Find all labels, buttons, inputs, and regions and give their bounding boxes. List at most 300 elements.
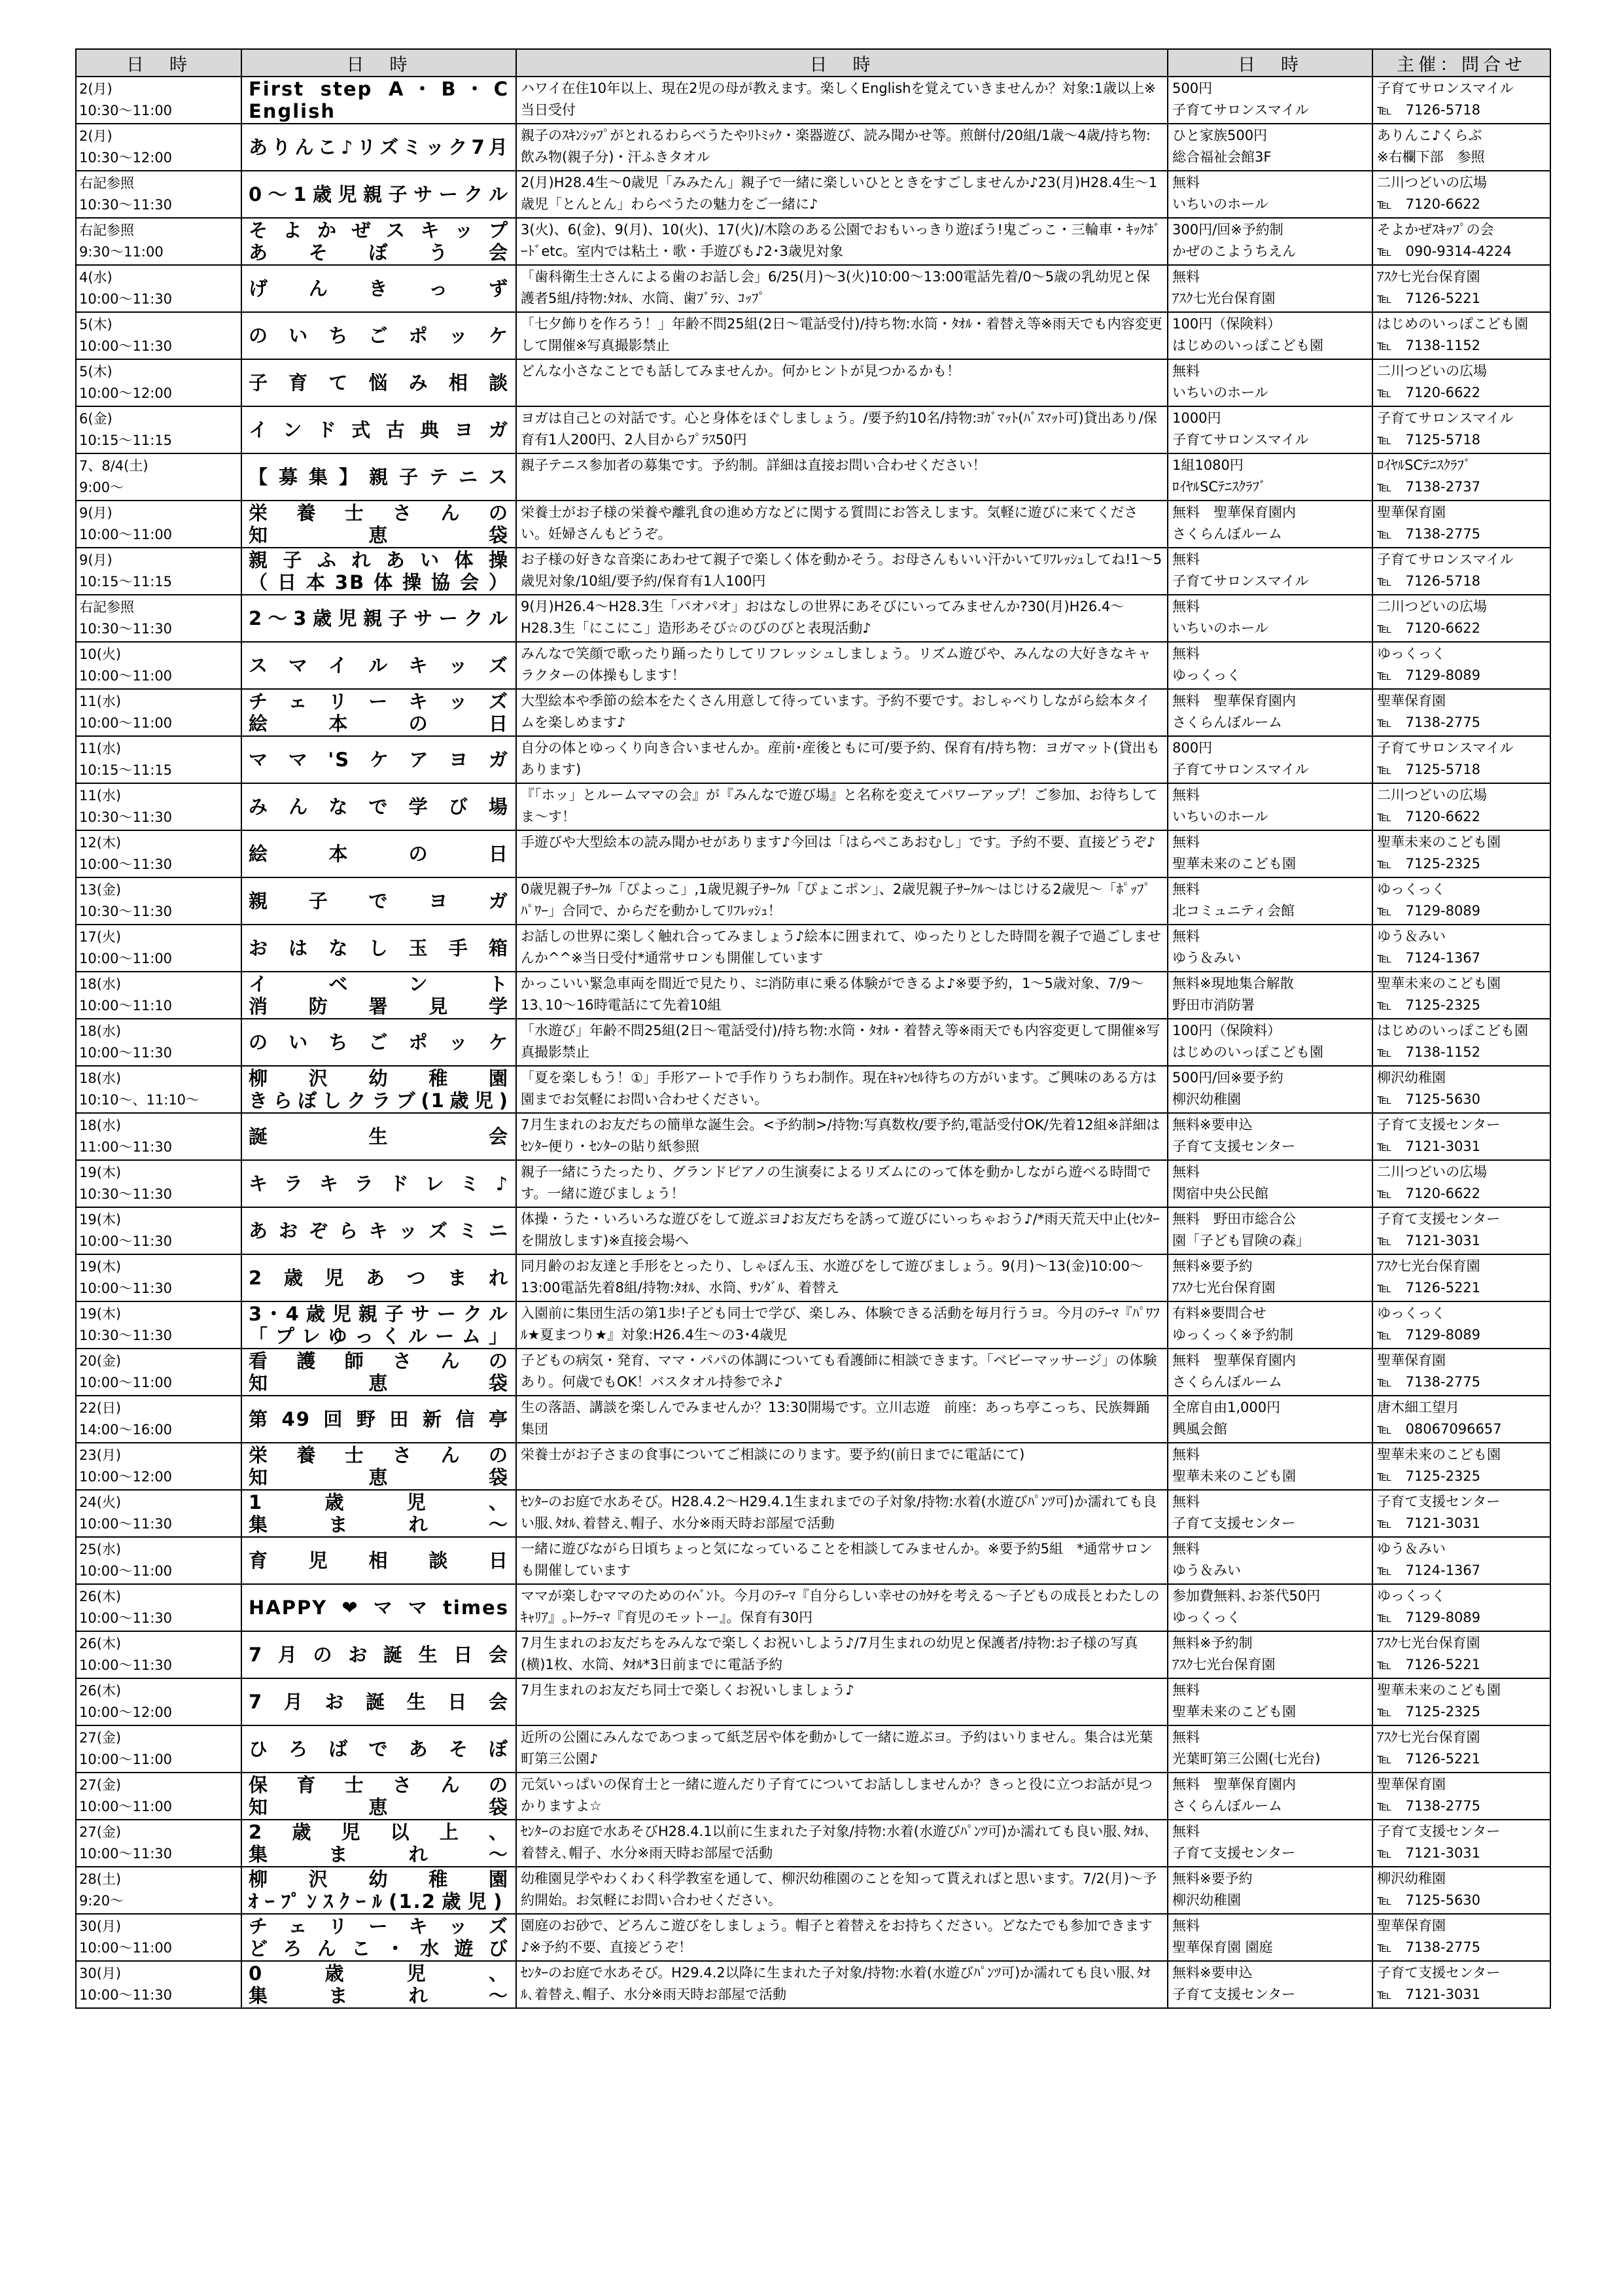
- organizer-cell: [1372, 1019, 1550, 1066]
- organizer-phone: ℡ 7138-2775: [1377, 526, 1481, 542]
- organizer-phone: ℡ 7120-6622: [1377, 809, 1481, 824]
- event-time: 10:00～11:00: [79, 1799, 173, 1814]
- event-title: 1歳児、: [249, 1491, 509, 1513]
- event-title: 7月お誕生日会: [249, 1691, 509, 1713]
- event-description: ｾﾝﾀｰのお庭で水あそび。H28.4.2～H29.4.1生まれまでの子対象/持物:水着(水遊びﾊﾟﾝﾂ可)か濡れても良い服､ﾀｵﾙ､着替え､帽子、水分※雨天時お部屋で活動: [516, 1490, 1168, 1537]
- event-venue: いちいのホール: [1172, 620, 1268, 636]
- column-header-organizer: 主催：問合せ: [1372, 49, 1550, 77]
- event-fee: 無料※要申込: [1172, 1117, 1253, 1133]
- date-cell: [76, 830, 241, 877]
- event-fee: 100円（保険料）: [1172, 1023, 1282, 1038]
- event-title: 柳沢幼稚園: [249, 1067, 509, 1089]
- fee-venue-cell: [1168, 1820, 1372, 1867]
- event-venue: はじめのいっぽこども園: [1172, 338, 1323, 353]
- table-row: [76, 218, 1550, 265]
- date-cell: [76, 1773, 241, 1820]
- event-date: 19(木): [79, 1212, 122, 1227]
- table-row: [76, 1631, 1550, 1678]
- event-fee: 無料※要申込: [1172, 1965, 1253, 1981]
- organizer-cell: [1372, 925, 1550, 972]
- event-venue: 園「子ども冒険の森」: [1172, 1233, 1310, 1248]
- organizer-cell: [1372, 171, 1550, 218]
- organizer-phone: ℡ 7125-5718: [1377, 432, 1481, 448]
- organizer-name: 唐木細工望月: [1377, 1400, 1459, 1415]
- date-cell: [76, 1537, 241, 1584]
- date-cell: [76, 218, 241, 265]
- event-subtitle: 消防署見学: [249, 995, 509, 1017]
- organizer-name: 子育て支援センター: [1377, 1824, 1501, 1839]
- event-fee: 無料: [1172, 599, 1200, 614]
- fee-venue-cell: [1168, 548, 1372, 595]
- event-fee: 無料: [1172, 928, 1200, 944]
- fee-venue-cell: [1168, 1443, 1372, 1490]
- date-cell: [76, 642, 241, 689]
- fee-venue-cell: [1168, 595, 1372, 642]
- fee-venue-cell: [1168, 1584, 1372, 1631]
- event-description: 同月齢のお友達と手形をとったり、しゃぼん玉、水遊びをして遊びましょう。9(月)～13(金)10:00～13:00電話先着8組/持物:ﾀｵﾙ、水筒、ｻﾝﾀﾞﾙ、着替え: [516, 1254, 1168, 1301]
- event-title: 0～1歳児親子サークル: [249, 183, 509, 205]
- event-description: 親子テニス参加者の募集です。予約制。詳細は直接お問い合わせください！: [516, 453, 1168, 501]
- table-row: [76, 171, 1550, 218]
- event-time: 10:00～11:30: [79, 291, 173, 307]
- event-subtitle: ｵｰﾌﾟﾝｽｸｰﾙ(1.2歳児): [249, 1890, 504, 1913]
- event-description: ハワイ在住10年以上、現在2児の母が教えます。楽しくEnglishを覚えていきませんか？対象:1歳以上※当日受付: [516, 77, 1168, 124]
- event-date: 24(火): [79, 1494, 122, 1510]
- organizer-name: 二川つどいの広場: [1377, 1164, 1487, 1180]
- fee-venue-cell: [1168, 1066, 1372, 1113]
- event-time: 10:00～11:30: [79, 1516, 173, 1532]
- event-time: 10:30～11:30: [79, 809, 173, 825]
- event-description: 園庭のお砂で、どろんこ遊びをしましょう。帽子と着替えをお持ちください。どなたでも参加できます♪※予約不要、直接どうぞ！: [516, 1914, 1168, 1961]
- event-title: ママ'Sケアヨガ: [249, 749, 509, 771]
- event-date: 右記参照: [79, 222, 134, 238]
- organizer-cell: [1372, 830, 1550, 877]
- organizer-phone: ℡ 7129-8089: [1377, 1327, 1481, 1343]
- event-venue: ｱｽｸ七光台保育園: [1172, 291, 1276, 306]
- event-venue: さくらんぼルーム: [1172, 1374, 1282, 1390]
- organizer-phone: ℡ 7129-8089: [1377, 903, 1481, 919]
- organizer-cell: [1372, 1584, 1550, 1631]
- event-title-cell: [241, 1631, 516, 1678]
- event-fee: 無料: [1172, 1164, 1200, 1180]
- organizer-phone: ℡ 7138-2775: [1377, 1374, 1481, 1390]
- table-row: [76, 1443, 1550, 1490]
- fee-venue-cell: [1168, 1254, 1372, 1301]
- event-venue: 柳沢幼稚園: [1172, 1892, 1241, 1908]
- date-cell: [76, 1914, 241, 1961]
- event-venue: 子育てサロンスマイル: [1172, 573, 1309, 589]
- event-title: 【募集】親子テニス: [249, 466, 509, 488]
- fee-venue-cell: [1168, 1019, 1372, 1066]
- organizer-cell: [1372, 689, 1550, 736]
- event-title: スマイルキッズ: [249, 654, 509, 677]
- organizer-cell: [1372, 1961, 1550, 2008]
- event-time: 10:30～11:30: [79, 1328, 173, 1343]
- event-title-cell: [241, 1725, 516, 1773]
- organizer-cell: [1372, 312, 1550, 359]
- event-time: 10:30～11:30: [79, 1186, 173, 1202]
- organizer-cell: [1372, 218, 1550, 265]
- event-title-cell: [241, 1396, 516, 1443]
- date-cell: [76, 171, 241, 218]
- organizer-name: ｱｽｸ七光台保育園: [1377, 1258, 1480, 1274]
- organizer-name: 聖華保育園: [1377, 1352, 1446, 1368]
- organizer-cell: [1372, 1490, 1550, 1537]
- organizer-phone: ℡ 7121-3031: [1377, 1515, 1481, 1531]
- event-description: 「七夕飾りを作ろう！」年齢不問25組(2日～電話受付)/持ち物:水筒・ﾀｵﾙ・着替え等※雨天でも内容変更して開催※写真撮影禁止: [516, 312, 1168, 359]
- event-fee: 無料※要予約: [1172, 1258, 1253, 1274]
- organizer-phone: ℡ 7121-3031: [1377, 1139, 1481, 1154]
- event-venue: ゆっくっく: [1172, 667, 1241, 683]
- fee-venue-cell: [1168, 171, 1372, 218]
- event-title-cell: [241, 925, 516, 972]
- event-fee: 1組1080円: [1172, 457, 1244, 473]
- date-cell: [76, 1443, 241, 1490]
- event-fee: 無料: [1172, 269, 1200, 285]
- event-date: 6(金): [79, 411, 113, 427]
- date-cell: [76, 736, 241, 783]
- organizer-name: 柳沢幼稚園: [1377, 1871, 1446, 1886]
- date-cell: [76, 1066, 241, 1113]
- fee-venue-cell: [1168, 124, 1372, 171]
- event-description: 親子一緒にうたったり、グランドピアノの生演奏によるリズムにのって体を動かしながら遊べる時間です。一緒に遊びましょう！: [516, 1160, 1168, 1207]
- organizer-phone: ℡ 7126-5221: [1377, 1657, 1481, 1672]
- table-row: [76, 453, 1550, 501]
- event-time: 10:00～11:30: [79, 338, 173, 354]
- organizer-phone: ℡ 7125-5630: [1377, 1091, 1481, 1107]
- event-date: 13(金): [79, 882, 122, 898]
- fee-venue-cell: [1168, 77, 1372, 124]
- table-row: [76, 1490, 1550, 1537]
- event-fee: ひと家族500円: [1172, 128, 1268, 143]
- event-title: 2歳児あつまれ: [249, 1267, 509, 1289]
- event-date: 2(月): [79, 128, 113, 144]
- event-subtitle: 知恵袋: [249, 524, 509, 546]
- event-venue: 子育てサロンスマイル: [1172, 432, 1309, 448]
- event-fee: 無料: [1172, 1494, 1200, 1510]
- organizer-cell: [1372, 1301, 1550, 1349]
- organizer-name: 聖華保育園: [1377, 1918, 1446, 1934]
- date-cell: [76, 501, 241, 548]
- event-description: 7月生まれのお友だちをみんなで楽しくお祝いしよう♪/7月生まれの幼児と保護者/持物:お子様の写真(横)1枚、水筒、ﾀｵﾙ*3日前までに電話予約: [516, 1631, 1168, 1678]
- event-title-cell: [241, 1113, 516, 1160]
- event-venue: さくらんぼルーム: [1172, 1798, 1282, 1814]
- organizer-phone: ℡ 7138-2775: [1377, 715, 1481, 730]
- event-time: 10:00～12:00: [79, 1704, 173, 1720]
- event-title: キラキラドレミ♪: [249, 1173, 509, 1195]
- event-date: 27(金): [79, 1824, 122, 1840]
- organizer-phone: ℡ 08067096657: [1377, 1421, 1502, 1437]
- event-title-cell: [241, 1349, 516, 1396]
- event-fee: 無料 聖華保育園内: [1172, 504, 1296, 520]
- date-cell: [76, 453, 241, 501]
- event-title: ひろばであそぼ: [249, 1738, 509, 1760]
- event-venue: さくらんぼルーム: [1172, 715, 1282, 730]
- fee-venue-cell: [1168, 501, 1372, 548]
- event-description: かっこいい緊急車両を間近で見たり、ﾐﾆ消防車に乗る体験ができるよ♪※要予約，1～5歳対象、7/9～13､10～16時電話にて先着10組: [516, 972, 1168, 1019]
- organizer-phone: ℡ 7126-5718: [1377, 573, 1481, 589]
- event-fee: 無料: [1172, 787, 1200, 803]
- organizer-cell: [1372, 359, 1550, 406]
- event-description: 「水遊び」年齢不問25組(2日～電話受付)/持ち物:水筒・ﾀｵﾙ・着替え等※雨天でも内容変更して開催※写真撮影禁止: [516, 1019, 1168, 1066]
- fee-venue-cell: [1168, 1396, 1372, 1443]
- event-date: 23(月): [79, 1447, 122, 1463]
- event-title: 親子ふれあい体操: [249, 549, 509, 571]
- event-date: 26(木): [79, 1636, 122, 1651]
- event-title: HAPPY❤ママtimes: [249, 1597, 509, 1619]
- table-row: [76, 1914, 1550, 1961]
- event-description: 親子のｽｷﾝｼｯﾌﾟがとれるわらべうたやﾘﾄﾐｯｸ・楽器遊び、読み聞かせ等。煎餅付/20組/1歳～4歳/持ち物:飲み物(親子分)・汗ふきタオル: [516, 124, 1168, 171]
- fee-venue-cell: [1168, 1301, 1372, 1349]
- organizer-phone: ℡ 7121-3031: [1377, 1233, 1481, 1248]
- table-row: [76, 359, 1550, 406]
- date-cell: [76, 124, 241, 171]
- event-date: 5(木): [79, 364, 113, 380]
- event-fee: 100円（保険料）: [1172, 316, 1282, 332]
- event-fee: 無料: [1172, 646, 1200, 662]
- event-subtitle: 知恵袋: [249, 1796, 509, 1818]
- organizer-name: 子育て支援センター: [1377, 1211, 1501, 1227]
- event-title: 育児相談日: [249, 1549, 509, 1572]
- event-date: 9(月): [79, 505, 113, 521]
- table-row: [76, 548, 1550, 595]
- event-description: 体操・うた・いろいろな遊びをして遊ぶヨ♪お友だちを誘って遊びにいっちゃおう♪/*雨天荒天中止(ｾﾝﾀｰを開放します)※直接会場へ: [516, 1207, 1168, 1254]
- event-time: 9:30～11:00: [79, 244, 164, 260]
- event-title: 誕生会: [249, 1125, 509, 1148]
- organizer-cell: [1372, 1537, 1550, 1584]
- event-title-cell: [241, 406, 516, 453]
- table-row: [76, 1349, 1550, 1396]
- organizer-phone: ※右欄下部 参照: [1377, 149, 1485, 165]
- organizer-phone: ℡ 7121-3031: [1377, 1987, 1481, 2002]
- date-cell: [76, 1584, 241, 1631]
- event-date: 18(水): [79, 976, 122, 992]
- event-title-cell: [241, 972, 516, 1019]
- table-row: [76, 642, 1550, 689]
- date-cell: [76, 1678, 241, 1725]
- event-subtitle: 集まれ～: [249, 1985, 509, 2007]
- organizer-name: 子育て支援センター: [1377, 1117, 1501, 1133]
- event-description: ヨガは自己との対話です。心と身体をほぐしましょう。/要予約10名/持物:ﾖｶﾞﾏｯﾄ(ﾊﾞｽﾏｯﾄ可)貸出あり/保育有1人200円、2人目からﾌﾟﾗｽ50円: [516, 406, 1168, 453]
- table-row: [76, 1160, 1550, 1207]
- event-title-cell: [241, 689, 516, 736]
- fee-venue-cell: [1168, 689, 1372, 736]
- organizer-cell: [1372, 1160, 1550, 1207]
- event-subtitle: あそぼう会: [249, 241, 509, 264]
- event-venue: ゆっくっく※予約制: [1172, 1327, 1293, 1343]
- event-description: 子どもの病気・発育、ママ・パパの体調についても看護師に相談できます。「ベビーマッサージ」の体験あり。何歳でもOK！バスタオル持参でネ♪: [516, 1349, 1168, 1396]
- table-row: [76, 595, 1550, 642]
- organizer-cell: [1372, 501, 1550, 548]
- organizer-name: 二川つどいの広場: [1377, 787, 1487, 803]
- organizer-name: 二川つどいの広場: [1377, 363, 1487, 379]
- event-description: 近所の公園にみんなであつまって紙芝居や体を動かして一緒に遊ぶヨ。予約はいりません。集合は光葉町第三公園♪: [516, 1725, 1168, 1773]
- event-date: 30(月): [79, 1918, 122, 1934]
- organizer-name: 柳沢幼稚園: [1377, 1070, 1446, 1086]
- organizer-name: ﾛｲﾔﾙSCﾃﾆｽｸﾗﾌﾞ: [1377, 457, 1471, 473]
- event-date: 26(木): [79, 1683, 122, 1699]
- event-date: 20(金): [79, 1353, 122, 1369]
- event-fee: 参加費無料､お茶代50円: [1172, 1588, 1321, 1604]
- event-date: 28(土): [79, 1871, 122, 1887]
- event-title: 7月のお誕生日会: [249, 1644, 509, 1666]
- table-row: [76, 312, 1550, 359]
- event-title: インド式古典ヨガ: [249, 419, 509, 441]
- date-cell: [76, 406, 241, 453]
- date-cell: [76, 1820, 241, 1867]
- date-cell: [76, 689, 241, 736]
- event-title: 第49回野田新信亭: [249, 1408, 509, 1430]
- schedule-table: [75, 48, 1551, 2009]
- event-fee: 無料: [1172, 881, 1200, 897]
- table-row: [76, 1584, 1550, 1631]
- organizer-cell: [1372, 1396, 1550, 1443]
- event-venue: 子育てサロンスマイル: [1172, 762, 1309, 777]
- organizer-name: 子育てサロンスマイル: [1377, 410, 1514, 426]
- event-description: 栄養士がお子様の栄養や離乳食の進め方などに関する質問にお答えします。気軽に遊びに来てください。妊婦さんもどうぞ。: [516, 501, 1168, 548]
- date-cell: [76, 1301, 241, 1349]
- event-time: 10:00～11:10: [79, 998, 173, 1014]
- event-fee: 500円: [1172, 80, 1213, 96]
- event-title: 2～3歳児親子サークル: [249, 607, 509, 629]
- event-title-cell: [241, 1773, 516, 1820]
- event-date: 9(月): [79, 552, 113, 568]
- event-title-cell: [241, 642, 516, 689]
- event-title-cell: [241, 1490, 516, 1537]
- organizer-cell: [1372, 783, 1550, 830]
- fee-venue-cell: [1168, 406, 1372, 453]
- event-title-cell: [241, 124, 516, 171]
- event-fee: 無料: [1172, 1682, 1200, 1698]
- event-time: 10:00～11:30: [79, 1280, 173, 1296]
- header-row: [76, 49, 1550, 77]
- event-venue: 聖華未来のこども園: [1172, 1468, 1296, 1484]
- event-subtitle: （日本3B体操協会）: [249, 571, 509, 593]
- event-title: げんきっず: [249, 277, 509, 300]
- event-fee: 無料 聖華保育園内: [1172, 693, 1296, 709]
- event-time: 10:00～11:00: [79, 1752, 173, 1767]
- table-row: [76, 1678, 1550, 1725]
- event-description: みんなで笑顔で歌ったり踊ったりしてリフレッシュしましょう。リズム遊びや、みんなの大好きなキャラクターの体操もします！: [516, 642, 1168, 689]
- organizer-name: 聖華未来のこども園: [1377, 1447, 1501, 1462]
- organizer-name: ゆう＆みい: [1377, 928, 1446, 944]
- event-time: 10:30～11:00: [79, 103, 173, 118]
- date-cell: [76, 1396, 241, 1443]
- organizer-name: ゆっくっく: [1377, 646, 1446, 662]
- organizer-cell: [1372, 595, 1550, 642]
- organizer-name: ゆっくっく: [1377, 881, 1446, 897]
- event-time: 10:15～11:15: [79, 433, 173, 448]
- event-title: あおぞらキッズミニ: [249, 1220, 509, 1242]
- date-cell: [76, 925, 241, 972]
- date-cell: [76, 972, 241, 1019]
- event-fee: 無料※予約制: [1172, 1635, 1253, 1651]
- organizer-name: ゆっくっく: [1377, 1588, 1446, 1604]
- organizer-name: 子育て支援センター: [1377, 1494, 1501, 1510]
- event-venue: 子育てサロンスマイル: [1172, 102, 1309, 118]
- event-description: どんな小さなことでも話してみませんか。何かヒントが見つかるかも！: [516, 359, 1168, 406]
- event-venue: ｱｽｸ七光台保育園: [1172, 1280, 1276, 1296]
- event-fee: 無料※現地集合解散: [1172, 976, 1294, 991]
- event-title: 栄養士さんの: [249, 1444, 509, 1466]
- event-time: 10:00～12:00: [79, 385, 173, 401]
- fee-venue-cell: [1168, 1914, 1372, 1961]
- table-row: [76, 972, 1550, 1019]
- event-title: 子育て悩み相談: [249, 372, 509, 394]
- fee-venue-cell: [1168, 972, 1372, 1019]
- table-row: [76, 1254, 1550, 1301]
- event-title: 0歳児、: [249, 1962, 509, 1985]
- table-row: [76, 1066, 1550, 1113]
- event-title: チェリーキッズ: [249, 1915, 509, 1937]
- event-title-cell: [241, 1867, 516, 1914]
- table-row: [76, 501, 1550, 548]
- organizer-phone: ℡ 7138-2775: [1377, 1939, 1481, 1955]
- fee-venue-cell: [1168, 1725, 1372, 1773]
- event-time: 10:00～11:30: [79, 1045, 173, 1061]
- event-description: 元気いっぱいの保育士と一緒に遊んだり子育てについてお話ししませんか？きっと役に立つお話が見つかりますよ☆: [516, 1773, 1168, 1820]
- organizer-cell: [1372, 1254, 1550, 1301]
- event-subtitle: 知恵袋: [249, 1372, 509, 1394]
- organizer-phone: ℡ 7120-6622: [1377, 196, 1481, 212]
- organizer-name: 聖華未来のこども園: [1377, 834, 1501, 850]
- date-cell: [76, 1113, 241, 1160]
- organizer-phone: ℡ 7138-1152: [1377, 1044, 1481, 1060]
- event-title-cell: [241, 548, 516, 595]
- date-cell: [76, 312, 241, 359]
- event-time: 10:00～11:30: [79, 1233, 173, 1249]
- organizer-cell: [1372, 1443, 1550, 1490]
- organizer-cell: [1372, 1113, 1550, 1160]
- organizer-phone: ℡ 7121-3031: [1377, 1845, 1481, 1861]
- event-title-cell: [241, 1678, 516, 1725]
- fee-venue-cell: [1168, 877, 1372, 925]
- fee-venue-cell: [1168, 1867, 1372, 1914]
- organizer-name: 子育てサロンスマイル: [1377, 740, 1514, 756]
- event-description: 栄養士がお子さまの食事についてご相談にのります。要予約(前日までに電話にて): [516, 1443, 1168, 1490]
- event-venue: いちいのホール: [1172, 196, 1268, 212]
- event-title: 栄養士さんの: [249, 502, 509, 524]
- event-title-cell: [241, 1914, 516, 1961]
- event-title-cell: [241, 1160, 516, 1207]
- date-cell: [76, 548, 241, 595]
- fee-venue-cell: [1168, 1773, 1372, 1820]
- fee-venue-cell: [1168, 1490, 1372, 1537]
- event-subtitle: きらぼしクラブ(1歳児): [249, 1089, 509, 1112]
- event-description: 生の落語、講談を楽しんでみませんか？13:30開場です。立川志遊 前座：あっち亭こっち、民族舞踊集団: [516, 1396, 1168, 1443]
- fee-venue-cell: [1168, 830, 1372, 877]
- organizer-cell: [1372, 406, 1550, 453]
- event-time: 10:30～11:30: [79, 621, 173, 637]
- organizer-phone: ℡ 7125-2325: [1377, 1704, 1481, 1720]
- event-venue: 聖華未来のこども園: [1172, 856, 1296, 872]
- organizer-cell: [1372, 1349, 1550, 1396]
- table-row: [76, 1537, 1550, 1584]
- fee-venue-cell: [1168, 642, 1372, 689]
- event-title-cell: [241, 877, 516, 925]
- event-venue: ゆう＆みい: [1172, 950, 1241, 966]
- event-fee: 無料※要予約: [1172, 1871, 1253, 1886]
- organizer-phone: ℡ 7120-6622: [1377, 620, 1481, 636]
- table-row: [76, 736, 1550, 783]
- event-venue: いちいのホール: [1172, 385, 1268, 400]
- organizer-name: ｱｽｸ七光台保育園: [1377, 269, 1480, 285]
- fee-venue-cell: [1168, 736, 1372, 783]
- event-date: 18(水): [79, 1070, 122, 1086]
- fee-venue-cell: [1168, 1160, 1372, 1207]
- event-fee: 300円/回※予約制: [1172, 222, 1283, 238]
- event-time: 10:00～12:00: [79, 1469, 173, 1485]
